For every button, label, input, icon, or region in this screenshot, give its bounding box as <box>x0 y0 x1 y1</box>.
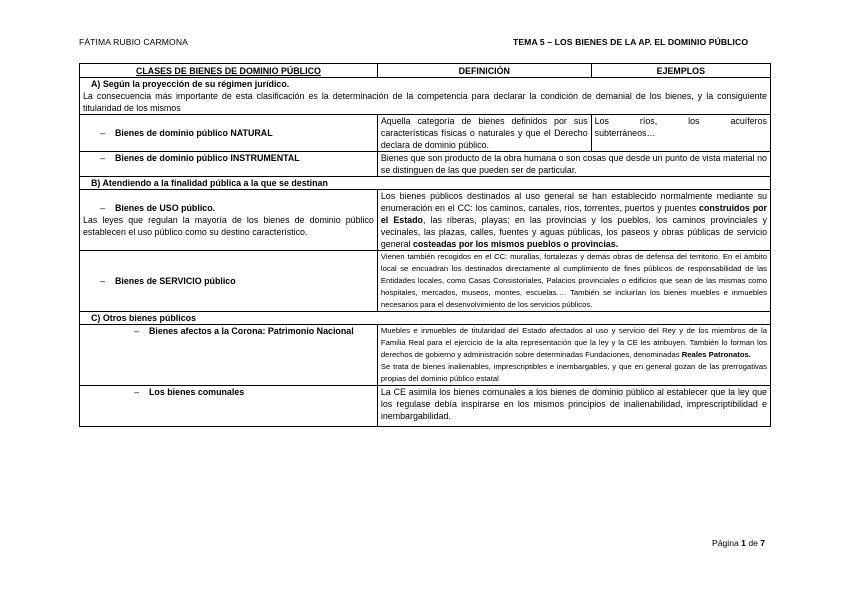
natural-example-word: ríos, <box>639 116 658 126</box>
comunales-dash: – <box>134 387 139 397</box>
section-a-row <box>80 78 771 115</box>
comunales-definition: La CE asimila los bienes comunales a los bienes de dominio público al establecer que la ley que los regulase debía inspirarse en los mismos principios de inalienabilidad, imprescriptibilidad e inembargabilidad. <box>377 386 770 427</box>
table-row-comunales <box>80 386 771 427</box>
natural-label-cell <box>80 115 378 152</box>
servicio-label: Bienes de SERVICIO público <box>115 276 236 286</box>
header-clases: CLASES DE BIENES DE DOMINIO PÚBLICO <box>80 64 378 78</box>
uso-label-cell <box>80 190 378 251</box>
section-c-row <box>80 312 771 325</box>
instrumental-dash: – <box>100 153 105 163</box>
instrumental-definition: Bienes que son producto de la obra humana o son cosas que desde un punto de vista material no se distinguen de las que pueden ser de particular. <box>377 152 770 177</box>
natural-definition: Aquella categoría de bienes definidos por sus características físicas o naturales y que el Derecho declara de dominio público. <box>377 115 591 152</box>
section-a-title: A) Según la proyección de su régimen jurídico. <box>91 79 290 89</box>
table-row-instrumental <box>80 152 771 177</box>
servicio-label-cell <box>80 251 378 312</box>
header-ejemplos: EJEMPLOS <box>591 64 770 78</box>
section-c-title: C) Otros bienes públicos <box>80 312 771 325</box>
footer-prefix: Página <box>712 538 739 548</box>
natural-example-word: Los <box>594 116 609 126</box>
uso-text: Las leyes que regulan la mayoría de los bienes de dominio público establecen el uso público como su destino característico. <box>83 215 374 237</box>
natural-example-word: los <box>688 116 700 126</box>
natural-example-line1 <box>595 115 767 127</box>
corona-label-cell <box>80 325 378 386</box>
instrumental-label-cell <box>80 152 378 177</box>
natural-example-line2: subterráneos… <box>594 128 656 138</box>
corona-definition: Muebles e inmuebles de titularidad del Estado afectados al uso y servicio del Rey y de los miembros de la Familia Real para el ejercicio de la alta representación que la ley y la CE les atribuyen. También lo forman los derechos de gobierno y administración sobre determinadas Fundaciones, denominadas Reales Patronatos. Se trata de bienes inalienables, imprescriptibles e inembargables, y que en general gozan de las prerrogativas propias del dominio público estatal <box>377 325 770 386</box>
corona-label: Bienes afectos a la Corona: Patrimonio Nacional <box>149 326 354 336</box>
instrumental-label: Bienes de dominio público INSTRUMENTAL <box>115 153 300 163</box>
header-author: FÁTIMA RUBIO CARMONA <box>79 37 188 47</box>
table-header-row <box>80 64 771 78</box>
natural-dash: – <box>100 128 105 138</box>
uso-definition: Los bienes públicos destinados al uso general se han establecido normalmente mediante su enumeración en el CC: los caminos, canales, ríos, torrentes, puertos y puentes construidos por el Estado, las riberas, playas; en las provincias y los pueblos, los caminos provinciales y vecinales, las plazas, calles, fuentes y aguas públicas, los paseos y obras públicas de servicio general costeadas por los mismos pueblos o provincias. <box>377 190 770 251</box>
comunales-label-cell <box>80 386 378 427</box>
section-b-row <box>80 177 771 190</box>
header-topic: TEMA 5 – LOS BIENES DE LA AP. EL DOMINIO PÚBLICO <box>513 37 749 47</box>
section-b-title: B) Atendiendo a la finalidad pública a la que se destinan <box>80 177 771 190</box>
natural-example-word: acuíferos <box>730 116 767 126</box>
footer-page: 1 <box>741 538 746 548</box>
uso-dash: – <box>100 203 105 213</box>
table-row-natural <box>80 115 771 152</box>
header-definicion: DEFINICIÓN <box>377 64 591 78</box>
footer-of: de <box>748 538 758 548</box>
natural-label: Bienes de dominio público NATURAL <box>115 128 273 138</box>
section-a-cell <box>80 78 771 115</box>
corona-dash: – <box>134 326 139 336</box>
comunales-label: Los bienes comunales <box>149 387 245 397</box>
footer-total: 7 <box>760 538 766 548</box>
table-row-uso <box>80 190 771 251</box>
uso-label: Bienes de USO público. <box>115 203 216 213</box>
servicio-definition: Vienen también recogidos en el CC: murallas, fortalezas y demás obras de defensa del territorio. En el ámbito local se encuadran los destinados directamente al cumplimiento de fines públicos de responsabilidad de las Entidades locales, como Casas Consistoriales, Palacios provinciales o edificios que sean de las mismas como hospitales, mercados, museos, montes, escuelas…. También se incluirían los bienes muebles e inmuebles necesarios para el desenvolvimiento de los servicios públicos. <box>377 251 770 312</box>
table-row-corona <box>80 325 771 386</box>
natural-example <box>591 115 770 152</box>
page-footer <box>712 538 765 548</box>
table-row-servicio <box>80 251 771 312</box>
classification-table <box>79 63 771 427</box>
servicio-dash: – <box>100 276 105 286</box>
section-a-text: La consecuencia más importante de esta clasificación es la determinación de la competencia para declarar la condición de demanial de los bienes, y la consiguiente titularidad de los mismos <box>83 91 767 113</box>
